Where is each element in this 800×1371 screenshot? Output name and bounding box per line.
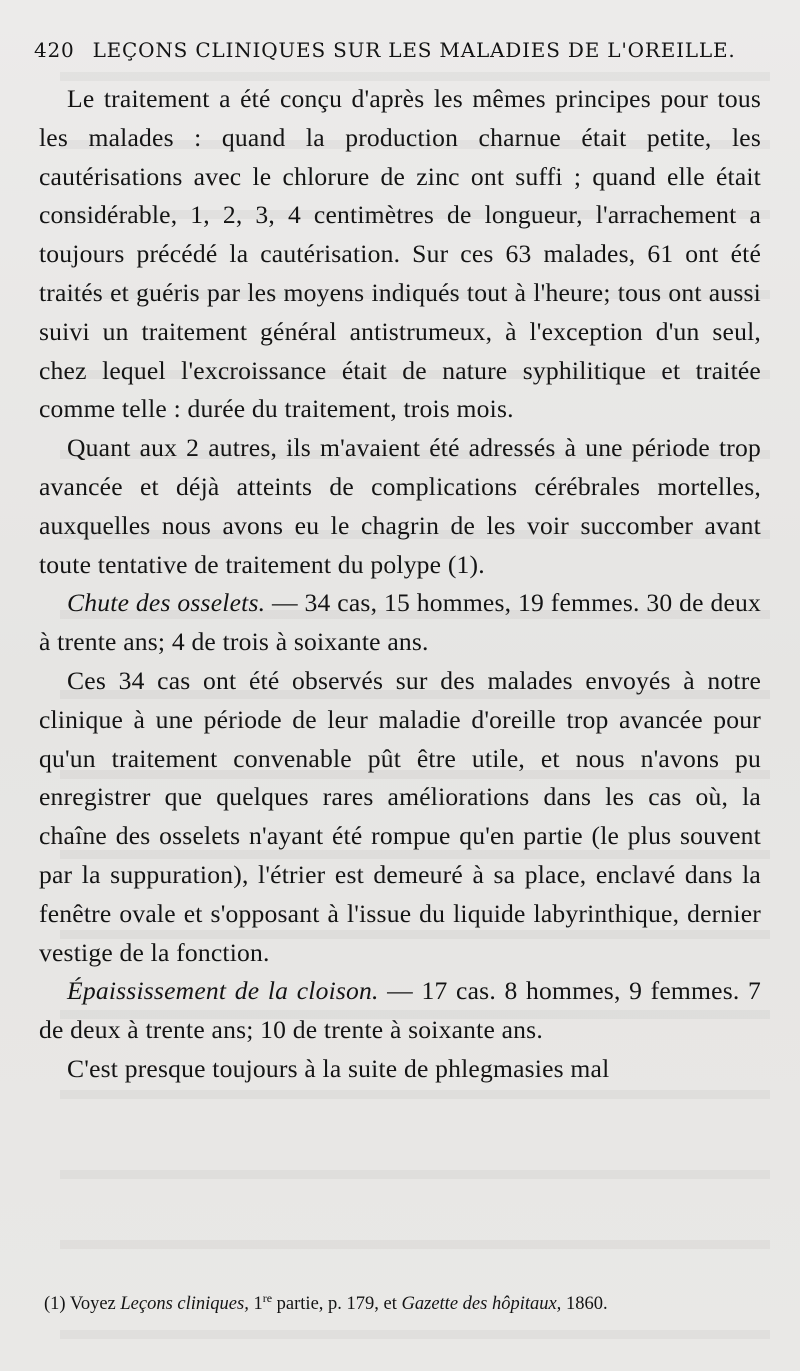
footnote-superscript: re	[262, 1291, 273, 1305]
footnote-part-pre: 1	[248, 1294, 263, 1315]
page-number: 420	[34, 38, 75, 62]
footnote-work-title: Leçons cliniques,	[120, 1294, 249, 1315]
footnote	[44, 1283, 769, 1319]
running-title: LEÇONS CLINIQUES SUR LES MALADIES DE L'OREILLE.	[92, 38, 736, 62]
footnote-label: (1) Voyez	[44, 1294, 116, 1315]
section-heading-chute-des-osselets: Chute des osselets.	[67, 588, 266, 618]
footnote-year: 1860.	[565, 1294, 608, 1315]
footnote-journal-title: Gazette des hôpitaux,	[401, 1294, 562, 1315]
paragraph-1: Le traitement a été conçu d'après les mêmes principes pour tous les malades : quand la production charnue était petite, les cautérisations avec le chlorure de zinc ont suffi ; quand elle était considérable, 1, 2, 3, 4 centimètres de longueur, l'arrachement a toujours précédé la cautérisation. Sur ces 63 malades, 61 ont été traités et guéris par les moyens indiqués tout à l'heure; tous ont aussi suivi un traitement général antistrumeux, à l'exception d'un seul, chez lequel l'excroissance était de nature syphilitique et traitée comme telle : durée du traitement, trois mois.	[39, 84, 761, 424]
paragraph-2: Quant aux 2 autres, ils m'avaient été adressés à une période trop avancée et déjà atteints de complications cérébrales mortelles, auxquelles nous avons eu le chagrin de les voir succomber avant toute tentative de traitement du polype (1).	[39, 433, 761, 579]
section-heading-epaississement: Épaississement de la cloison.	[67, 976, 379, 1006]
paragraph-5	[39, 972, 761, 1050]
paragraph-3-text: — 34 cas, 15 hommes, 19 femmes. 30 de deux à trente ans; 4 de trois à soixante ans.	[39, 588, 761, 657]
paragraph-6: C'est presque toujours à la suite de phlegmasies mal	[67, 1053, 610, 1083]
paragraph-4: Ces 34 cas ont été observés sur des malades envoyés à notre clinique à une période de leur maladie d'oreille trop avancée pour qu'un traitement convenable pût être utile, et nous n'avons pu enregistrer que quelques rares améliorations dans les cas où, la chaîne des osselets n'ayant été rompue qu'en partie (le plus souvent par la suppuration), l'étrier est demeuré à sa place, enclavé dans la fenêtre ovale et s'opposant à l'issue du liquide labyrinthique, dernier vestige de la fonction.	[39, 665, 761, 967]
running-header	[34, 38, 774, 62]
paragraph-5-text: — 17 cas. 8 hommes, 9 femmes. 7 de deux à trente ans; 10 de trente à soixante ans.	[39, 976, 761, 1045]
paragraph-3	[39, 584, 761, 662]
main-text	[39, 80, 761, 1089]
footnote-part-post: partie, p. 179, et	[272, 1294, 397, 1315]
